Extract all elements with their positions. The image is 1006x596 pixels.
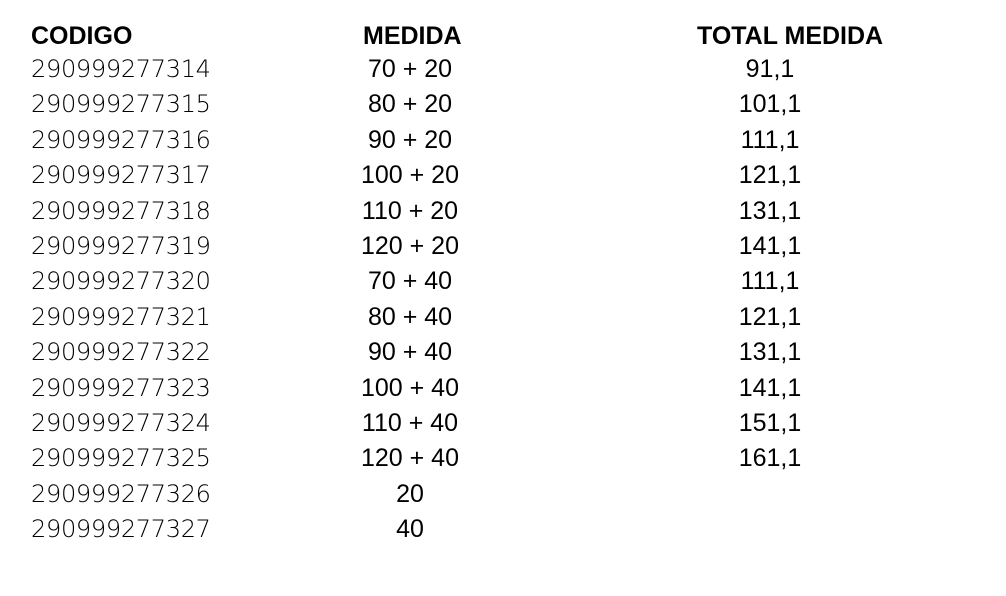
cell-codigo: 290999277318 — [31, 196, 211, 225]
cell-codigo: 290999277316 — [31, 125, 211, 154]
cell-medida: 90 + 40 — [367, 338, 453, 367]
cell-medida: 40 — [396, 515, 424, 544]
cell-medida: 100 + 40 — [360, 373, 459, 402]
header-medida: MEDIDA — [363, 22, 462, 50]
cell-medida: 120 + 40 — [360, 444, 459, 473]
table-row — [0, 194, 1006, 229]
cell-medida: 80 + 20 — [367, 90, 453, 119]
table-row — [0, 264, 1006, 299]
table-row — [0, 512, 1006, 547]
cell-total-medida: 121,1 — [738, 302, 802, 331]
cell-medida: 100 + 20 — [360, 161, 459, 190]
cell-total-medida: 111,1 — [740, 125, 800, 154]
cell-medida: 110 + 20 — [361, 196, 459, 225]
cell-medida: 20 — [396, 479, 424, 508]
cell-total-medida: 151,1 — [738, 408, 802, 437]
table-row — [0, 123, 1006, 158]
cell-total-medida — [700, 512, 840, 547]
cell-codigo: 290999277326 — [31, 479, 211, 508]
cell-total-medida: 131,1 — [738, 338, 802, 367]
cell-codigo: 290999277314 — [31, 55, 211, 83]
cell-codigo: 290999277321 — [31, 302, 211, 331]
cell-medida: 110 + 40 — [361, 408, 459, 437]
cell-codigo: 290999277324 — [31, 408, 211, 437]
cell-codigo: 290999277315 — [31, 90, 211, 119]
cell-medida: 70 + 20 — [367, 55, 453, 83]
table-row — [0, 52, 1006, 87]
table-row — [0, 158, 1006, 193]
cell-codigo: 290999277319 — [31, 231, 211, 260]
cell-total-medida — [700, 477, 840, 512]
cell-medida: 120 + 20 — [360, 231, 459, 260]
cell-codigo: 290999277327 — [31, 515, 211, 544]
cell-total-medida: 91,1 — [745, 55, 795, 83]
cell-total-medida: 121,1 — [738, 161, 802, 190]
table-row — [0, 371, 1006, 406]
table-row — [0, 300, 1006, 335]
cell-total-medida: 141,1 — [738, 231, 802, 260]
table-row — [0, 335, 1006, 370]
cell-codigo: 290999277320 — [31, 267, 211, 296]
cell-total-medida: 141,1 — [738, 373, 802, 402]
table-body — [0, 52, 1006, 547]
cell-medida: 80 + 40 — [367, 302, 453, 331]
cell-total-medida: 101,1 — [738, 90, 802, 119]
table-row — [0, 406, 1006, 441]
table-row — [0, 87, 1006, 122]
cell-total-medida: 111,1 — [740, 267, 800, 296]
cell-total-medida: 131,1 — [738, 196, 802, 225]
table-row — [0, 229, 1006, 264]
header-codigo: CODIGO — [31, 22, 133, 50]
table-row — [0, 477, 1006, 512]
cell-codigo: 290999277323 — [31, 373, 211, 402]
cell-codigo: 290999277322 — [31, 338, 211, 367]
cell-medida: 70 + 40 — [367, 267, 453, 296]
header-total-medida: TOTAL MEDIDA — [697, 22, 884, 50]
cell-codigo: 290999277317 — [31, 161, 211, 190]
cell-total-medida: 161,1 — [738, 444, 802, 473]
cell-medida: 90 + 20 — [367, 125, 453, 154]
table-row — [0, 441, 1006, 476]
cell-codigo: 290999277325 — [31, 444, 211, 473]
